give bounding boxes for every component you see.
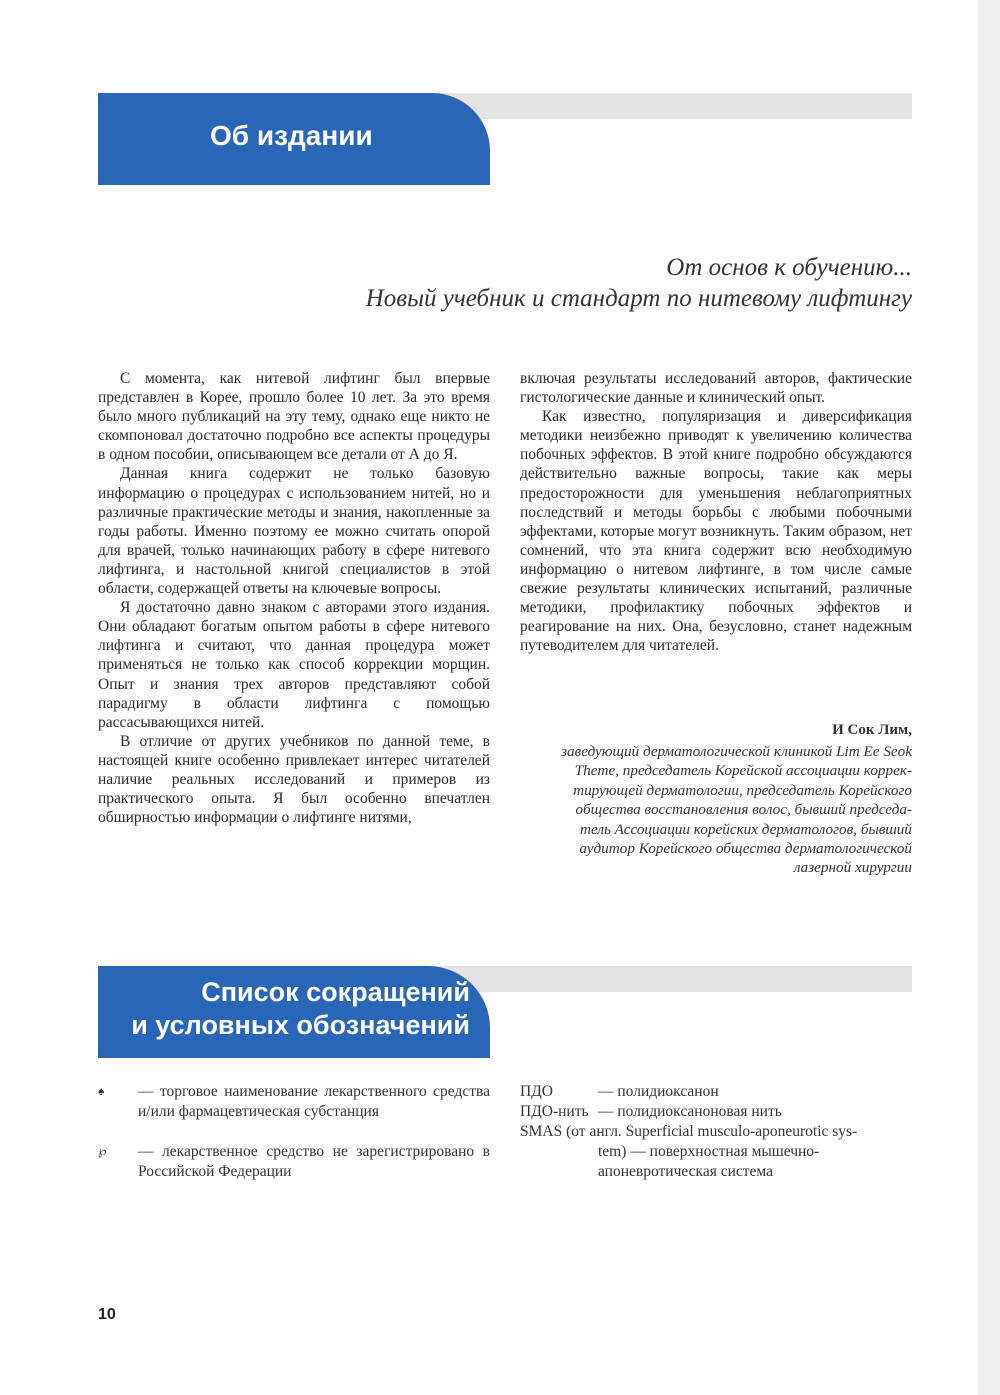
signature-bio: заведующий дерматологической клиникой Lim Ee Seok Theme, председатель Корейской ассоциации коррек- тирующей дерматологии, председатель Корейского общества восстановления волос, бывший председа- тель Ассоциации корейских дерматологов, бывший аудитор Корейского общества дерматологической лазерной хирургии [561, 743, 912, 877]
signature-name: И Сок Лим, [832, 722, 912, 738]
paragraph: Данная книга содержит не только базовую информацию о процедурах с использованием нитей, но и различные практические методы и знания, накопленные за годы работы. Именно поэтому ее можно считать опорой для врачей, только начинающих работу в сфере нитевого лифтинга, и настольной книгой специалистов в этой области, содержащей ответы на ключевые вопросы. [98, 465, 490, 598]
left-text-column [98, 369, 490, 827]
paragraph: включая результаты исследований авторов, фактические гистологические данные и клинический опыт. [520, 370, 912, 407]
abbreviation-definition: — лекарственное средство не зарегистрировано в Российской Федерации [138, 1143, 490, 1180]
abbreviation-definition: — торговое наименование лекарственного средства и/или фармацевтическая субстанция [138, 1083, 490, 1120]
abbreviation-term: SMAS (от англ. Superficial musculo-aponeurotic sys- [520, 1123, 858, 1140]
paragraph: Как известно, популяризация и диверсификация методики неизбежно приводят к увеличению количества побочных эффектов. В этой книге подробно обсуждаются действительно важные вопросы, такие как меры предосторожности для уменьшения неблагоприятных последствий и методы борьбы с любыми побочными эффектами, которые могут возникнуть. Таким образом, нет сомнений, что эта книга содержит всю необходимую информацию о нитевом лифтинге, в том числе самые свежие результаты клинических испытаний, различные методики, профилактику побочных эффектов и реагирование на них. Она, безусловно, станет надежным путеводителем для читателей. [520, 408, 912, 655]
section2-header-tab [98, 966, 490, 1058]
abbreviation-definition: — полидиоксанон [598, 1083, 719, 1100]
paragraph: В отличие от других учебников по данной теме, в настоящей книге особенно привлекает интерес читателей наличие реальных исследований и примеров из практического опыта. Я был особенно впечатлен обширностью информации о лифтинге нитями, [98, 732, 490, 827]
abbreviation-definition: — полидиоксаноновая нить [598, 1103, 782, 1120]
right-text-column [520, 369, 912, 655]
trademark-symbol-icon: ♠ [98, 1084, 105, 1098]
page-number: 10 [98, 1306, 116, 1323]
abbreviation-term: ПДО [520, 1083, 553, 1100]
paragraph: С момента, как нитевой лифтинг был впервые представлен в Корее, прошло более 10 лет. За это время было много публикаций на эту тему, однако еще никто не скомпоновал достаточно подробно все аспекты процедуры в одном пособии, описывающем все детали от А до Я. [98, 370, 490, 464]
paragraph: Я достаточно давно знаком с авторами этого издания. Они обладают богатым опытом работы в сфере нитевого лифтинга и считают, что данная процедура может применяться не только как способ коррекции морщин. Опыт и знания трех авторов представляют собой парадигму в области лифтинга с помощью рассасывающихся нитей. [98, 599, 490, 731]
unregistered-symbol-icon: ℘ [98, 1144, 107, 1158]
subtitle-line-1: От основ к обучению... [666, 254, 912, 281]
section1-header-tab [98, 93, 490, 185]
abbreviation-definition: tem) — поверхностная мышечно-апоневротическая система [598, 1143, 820, 1180]
section2-title: Список сокращений и условных обозначений [131, 977, 470, 1040]
abbreviation-term: ПДО-нить [520, 1103, 589, 1120]
section1-title: Об издании [210, 120, 373, 151]
page-edge-band [978, 0, 1000, 1395]
subtitle-line-2: Новый учебник и стандарт по нитевому лифтингу [365, 285, 912, 312]
